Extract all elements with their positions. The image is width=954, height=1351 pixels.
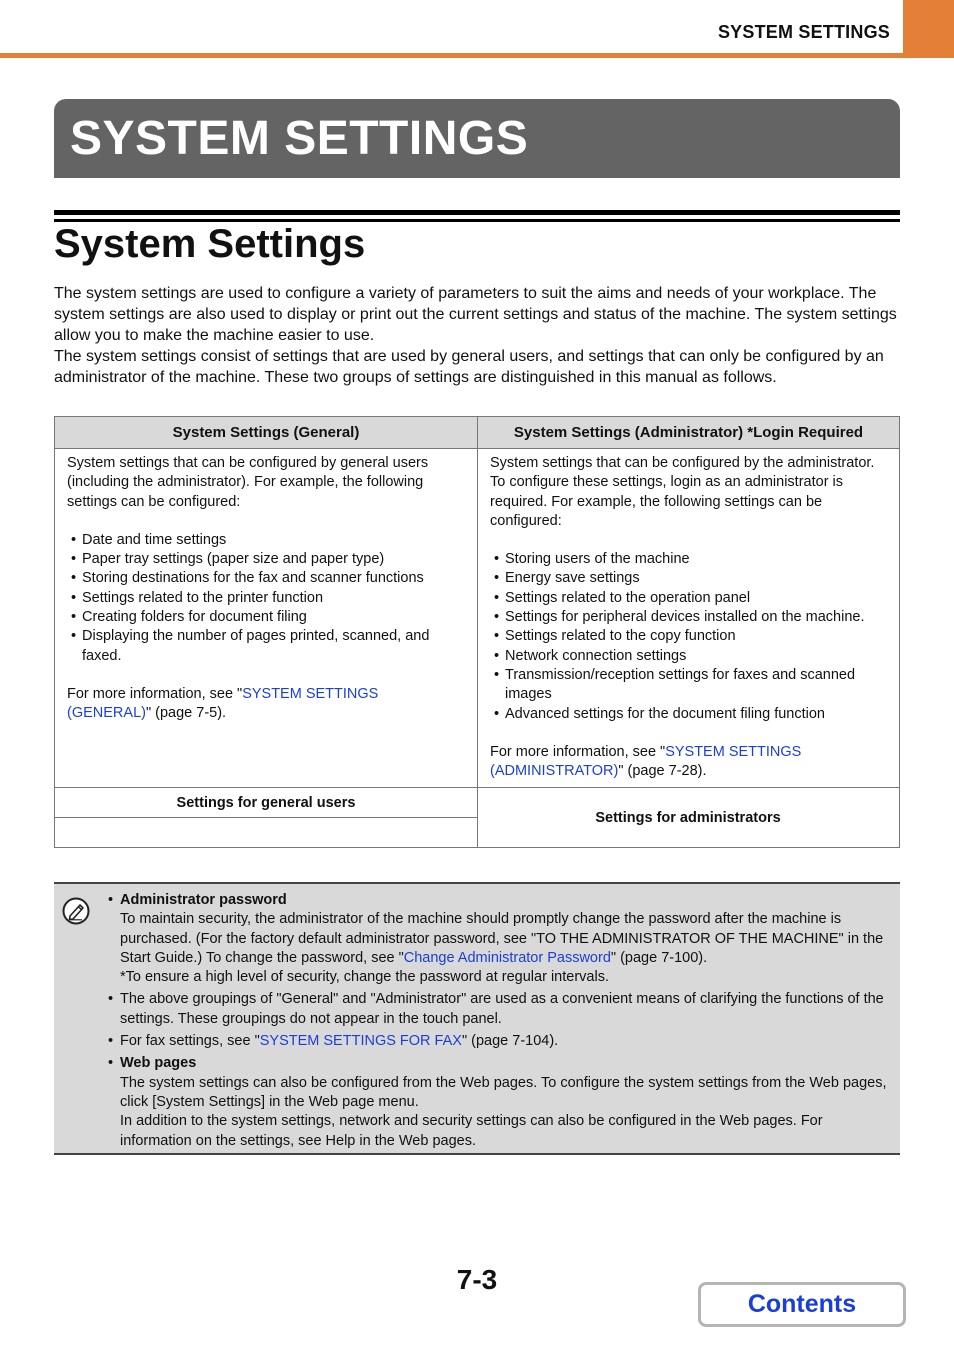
header-general: System Settings (General) <box>54 416 478 449</box>
running-header: SYSTEM SETTINGS <box>717 22 890 42</box>
note-text-suffix: " (page 7-104). <box>461 1033 559 1050</box>
list-item: • Settings related to the printer function <box>67 589 465 608</box>
section-rule-thick <box>54 210 900 215</box>
section-title: System Settings <box>54 222 366 266</box>
intro-paragraph-1: The system settings are used to configure a variety of parameters to suit the aims and needs of your workplace. The system settings are also used to display or print out the current settings and status of the machine. The system settings allow you to make the machine easier to use. <box>54 285 897 344</box>
note-text: In addition to the system settings, network and security settings can also be configured in the Web pages. For information on the settings, see Help in the Web pages. <box>120 1113 823 1149</box>
note-title: • Administrator password <box>120 892 287 908</box>
note-title: • Web pages <box>120 1055 197 1072</box>
note-text-prefix: For fax settings, see " <box>120 1033 260 1050</box>
more-info-prefix: For more information, see " <box>67 685 243 702</box>
note-list <box>108 891 894 1154</box>
list-item: • Energy save settings <box>490 569 887 588</box>
list-item: • Date and time settings <box>67 531 465 550</box>
general-description: System settings that can be configured by general users (including the administrator). For example, the following settings can be configured: <box>67 455 429 510</box>
note-item-groupings <box>108 990 894 1029</box>
chapter-title: SYSTEM SETTINGS <box>70 112 529 165</box>
contents-button[interactable]: Contents <box>698 1282 906 1327</box>
note-text <box>120 910 894 968</box>
note-text: The system settings can also be configured from the Web pages. To configure the system settings from the Web pages, click [System Settings] in the Web page menu. <box>120 1074 887 1110</box>
intro-text <box>54 283 900 388</box>
note-item-fax <box>108 1032 894 1051</box>
footer-general-empty <box>54 817 478 848</box>
general-list <box>67 531 465 666</box>
list-item: • Settings for peripheral devices installed on the machine. <box>490 608 887 627</box>
page-number: 7-3 <box>456 1264 498 1295</box>
more-info-prefix: For more information, see " <box>490 743 666 760</box>
more-info-suffix: " (page 7-5). <box>145 705 227 722</box>
note-text <box>120 1032 894 1051</box>
list-item: • Settings related to the copy function <box>490 627 887 646</box>
list-item: • Settings related to the operation panel <box>490 589 887 608</box>
list-item: • Storing destinations for the fax and scanner functions <box>67 569 465 588</box>
more-info-suffix: " (page 7-28). <box>618 763 707 780</box>
list-item: • Network connection settings <box>490 647 887 666</box>
list-item: • Displaying the number of pages printed, scanned, and faxed. <box>67 627 465 666</box>
footer-admin: Settings for administrators <box>477 787 900 848</box>
note-box <box>54 882 900 1155</box>
note-item-web-pages <box>108 1054 894 1150</box>
system-settings-general-link[interactable]: SYSTEM SETTINGS (GENERAL) <box>67 685 379 722</box>
note-text: • The above groupings of "General" and "Administrator" are used as a convenient means of clarifying the functions of the settings. These groupings do not appear in the touch panel. <box>120 991 884 1027</box>
header-orange-tab <box>903 0 954 54</box>
list-item: • Transmission/reception settings for faxes and scanned images <box>490 666 887 705</box>
system-settings-admin-link[interactable]: SYSTEM SETTINGS (ADMINISTRATOR) <box>490 743 802 780</box>
cell-admin <box>477 448 900 788</box>
intro-paragraph-2: The system settings consist of settings that are used by general users, and settings that can only be configured by an administrator of the machine. These two groups of settings are distinguished in this manual as follows. <box>54 348 884 386</box>
list-item: • Storing users of the machine <box>490 550 887 569</box>
general-more-info <box>67 685 465 724</box>
header-admin: System Settings (Administrator) *Login Required <box>477 416 900 449</box>
list-item: • Paper tray settings (paper size and paper type) <box>67 550 465 569</box>
note-text-prefix: To maintain security, the administrator of the machine should promptly change the password after the machine is purchased. (For the factory default administrator password, see "TO THE ADMINISTRATOR OF THE MACHINE" in the Start Guide.) To change the password, see " <box>120 911 884 966</box>
list-item: • Creating folders for document filing <box>67 608 465 627</box>
admin-list <box>490 550 887 724</box>
list-item: • Advanced settings for the document filing function <box>490 705 887 724</box>
chapter-banner <box>54 99 900 178</box>
settings-table <box>54 416 900 848</box>
cell-general <box>54 448 478 788</box>
admin-more-info <box>490 743 887 782</box>
system-settings-fax-link[interactable]: SYSTEM SETTINGS FOR FAX <box>259 1033 462 1050</box>
change-admin-password-link[interactable]: Change Administrator Password <box>403 949 611 966</box>
note-text-suffix: " (page 7-100). <box>610 949 708 966</box>
admin-description: System settings that can be configured by the administrator. To configure these settings, login as an administrator is required. For example, the following settings can be configured: <box>490 455 875 529</box>
note-item-admin-password <box>108 891 894 987</box>
note-text: *To ensure a high level of security, change the password at regular intervals. <box>120 969 609 986</box>
header-orange-rule <box>0 53 954 58</box>
footer-general: Settings for general users <box>54 787 478 818</box>
pencil-note-icon <box>62 897 90 925</box>
